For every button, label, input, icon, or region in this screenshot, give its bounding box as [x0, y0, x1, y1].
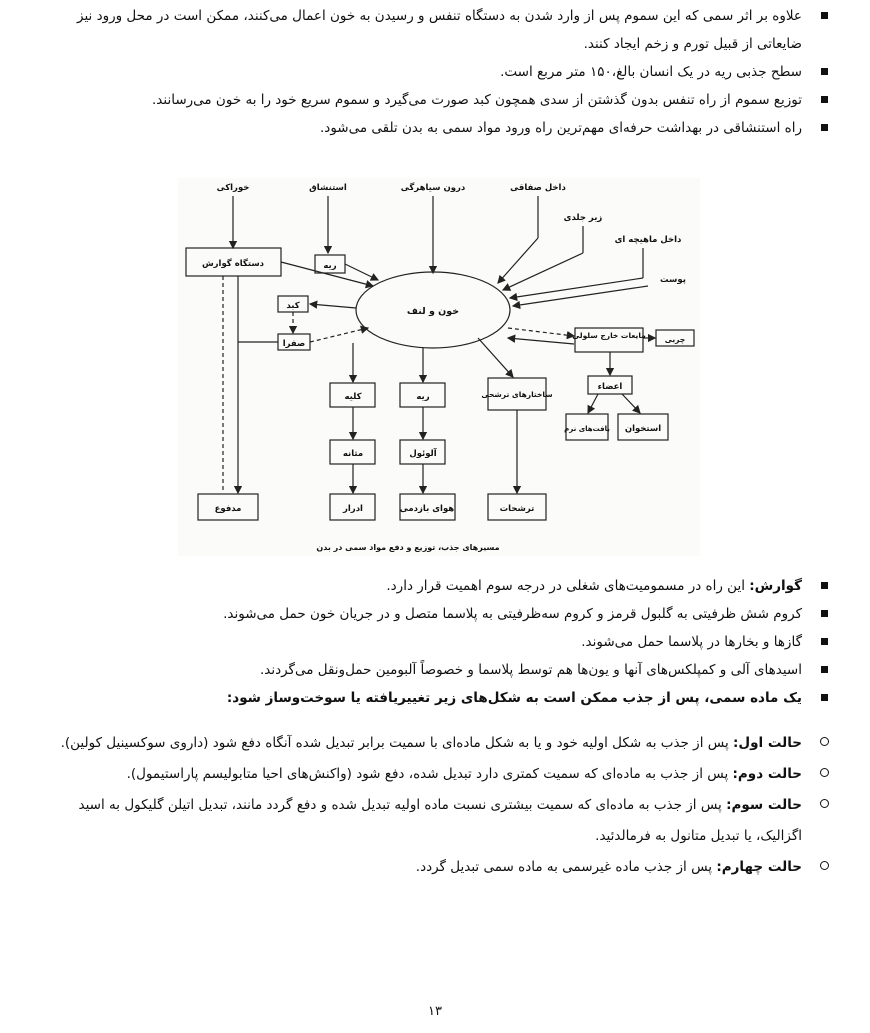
label-secretory: ساختارهای ترشحی: [481, 390, 553, 399]
label-lung-in: ریه: [323, 261, 337, 271]
label-organs: اعضاء: [597, 382, 623, 392]
label-extracellular: مایعات خارج سلولی: [572, 331, 646, 340]
label-soft-tissue: بافت‌های نرم: [564, 425, 610, 433]
pathways-diagram: [178, 178, 700, 556]
label-feces: مدفوع: [214, 504, 242, 514]
label-liver: کبد: [286, 301, 300, 311]
square-bullet-icon: [821, 610, 828, 617]
circle-bullet-icon: [820, 861, 829, 870]
list-item: توزیع سموم از راه تنفس بدون گذشتن از سدی همچون کبد صورت می‌گیرد و سموم سریع خود را به خون می‌رسانند.: [30, 86, 830, 114]
list-item: راه استنشاقی در بهداشت حرفه‌ای مهم‌ترین راه ورود مواد سمی به بدن تلقی می‌شود.: [30, 114, 830, 142]
toxin-pathways-figure: [178, 178, 700, 556]
list-item: حالت چهارم: پس از جذب ماده غیرسمی به ماده سمی تبدیل گردد.: [30, 852, 830, 883]
list-item: حالت دوم: پس از جذب به ماده‌ای که سمیت کمتری دارد تبدیل شده، دفع شود (واکنش‌های احیا متابولیسم پاراستیمول).: [30, 759, 830, 790]
circle-bullet-icon: [820, 768, 829, 777]
label-lung-out: ریه: [416, 392, 430, 402]
label-blood: خون و لنف: [406, 306, 460, 317]
label-bone: استخوان: [624, 424, 662, 434]
body-bullet-list: [30, 572, 830, 712]
label-bile: صفرا: [282, 339, 306, 349]
square-bullet-icon: [821, 68, 828, 75]
square-bullet-icon: [821, 694, 828, 701]
list-item: سطح جذبی ریه در یک انسان بالغ،۱۵۰ متر مربع است.: [30, 58, 830, 86]
list-item: گازها و بخارها در پلاسما حمل می‌شوند.: [30, 628, 830, 656]
label-bladder: مثانه: [342, 449, 364, 459]
list-item: کروم شش ظرفیتی به گلبول قرمز و کروم سه‌ظرفیتی به پلاسما متصل و در جریان خون حمل می‌شوند.: [30, 600, 830, 628]
list-item: حالت اول: پس از جذب به شکل اولیه خود و یا به شکل ماده‌ای با سمیت برابر تبدیل شده آنگاه دفع شود (داروی سوکسینیل کولین).: [30, 728, 830, 759]
label-exhaled: هوای بازدمی: [399, 504, 455, 514]
cases-list: [30, 728, 830, 883]
circle-bullet-icon: [820, 799, 829, 808]
list-item: علاوه بر اثر سمی که این سموم پس از وارد شدن به دستگاه تنفس و رسیدن به خون اعمال می‌کنند، ممکن است در محل ورود نیز ضایعاتی از قبیل تورم و زخم ایجاد کنند.: [30, 2, 830, 58]
figure-caption: مسیرهای جذب، توزیع و دفع مواد سمی در بدن: [316, 543, 500, 552]
label-subcutaneous: زیر جلدی: [563, 213, 603, 223]
list-item: یک ماده سمی، پس از جذب ممکن است به شکل‌های زیر تغییریافته یا سوخت‌وساز شود:: [30, 684, 830, 712]
label-gi: دستگاه گوارش: [201, 259, 265, 269]
page-number: ۱۳: [428, 1004, 442, 1019]
label-food: خوراکی: [216, 183, 250, 193]
list-item: حالت سوم: پس از جذب به ماده‌ای که سمیت بیشتری نسبت ماده اولیه تبدیل شده و دفع گردد مانند، تبدیل اتیلن گلیکول به اسید اگزالیک، یا تبدیل متانول به فرمالدئید.: [30, 790, 830, 852]
label-skin: پوست: [660, 275, 686, 285]
square-bullet-icon: [821, 582, 828, 589]
square-bullet-icon: [821, 666, 828, 673]
square-bullet-icon: [821, 124, 828, 131]
square-bullet-icon: [821, 12, 828, 19]
square-bullet-icon: [821, 638, 828, 645]
intro-bullet-list: [30, 2, 830, 142]
list-item: گوارش: این راه در مسمومیت‌های شغلی در درجه سوم اهمیت قرار دارد.: [30, 572, 830, 600]
label-intraperitoneal: داخل صفاقی: [510, 183, 566, 193]
circle-bullet-icon: [820, 737, 829, 746]
label-intramuscular: داخل ماهیچه ای: [614, 235, 682, 245]
label-intravenous: درون سیاهرگی: [400, 183, 466, 193]
label-kidney: کلیه: [344, 392, 362, 402]
label-secretions: ترشحات: [499, 504, 535, 514]
label-urine: ادرار: [343, 504, 363, 514]
square-bullet-icon: [821, 96, 828, 103]
label-alveoli: آلوئول: [409, 449, 437, 459]
label-fat: چربی: [664, 335, 686, 344]
label-inhalation: استنشاق: [309, 183, 347, 193]
list-item: اسیدهای آلی و کمپلکس‌های آنها و یون‌ها هم توسط پلاسما و خصوصاً آلبومین حمل‌ونقل می‌گردند.: [30, 656, 830, 684]
